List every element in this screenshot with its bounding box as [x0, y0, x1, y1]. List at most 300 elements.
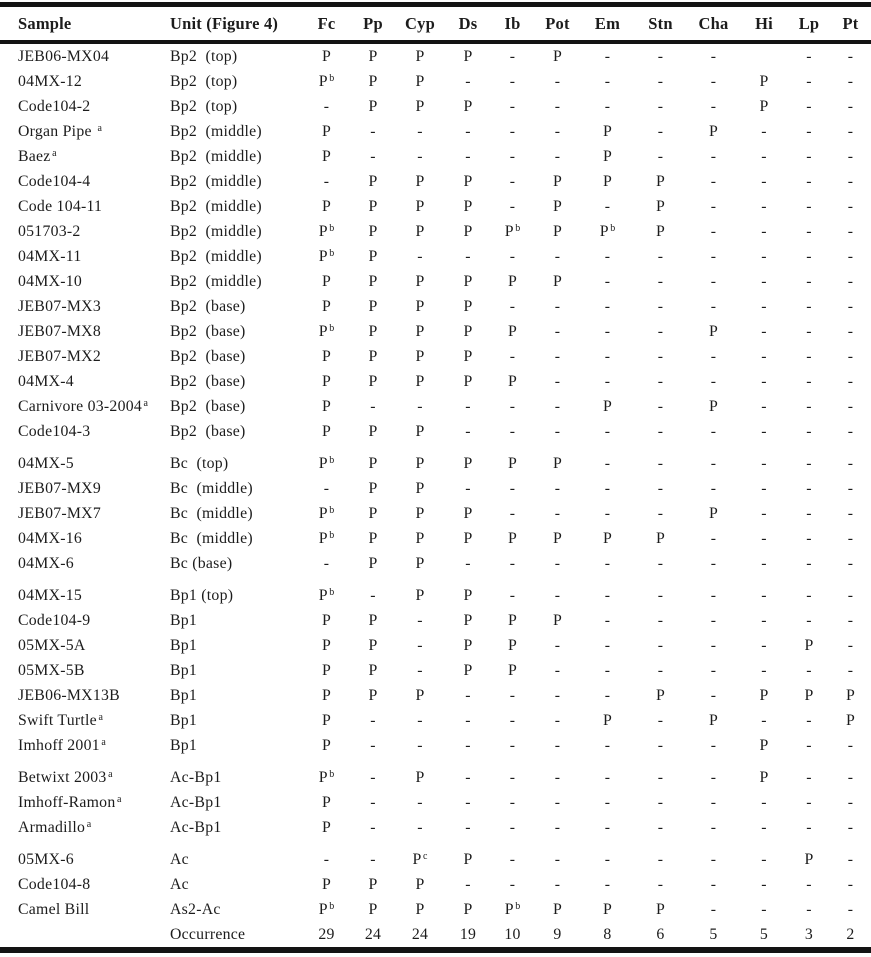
- presence-cell: P $^b$: [318, 504, 335, 522]
- presence-cell: -: [806, 479, 812, 497]
- presence-cell: P: [463, 297, 473, 315]
- column-header-fc: Fc: [302, 5, 351, 43]
- footnote-marker: b: [329, 504, 335, 516]
- presence-cell: P: [708, 322, 719, 340]
- presence-cell: P: [602, 172, 613, 190]
- table-row: [0, 444, 871, 476]
- column-header-pt: Pt: [830, 5, 871, 43]
- presence-cell: P: [415, 768, 425, 786]
- unit-cell: Bp2 (top): [170, 72, 238, 90]
- presence-cell: P $^b$: [318, 768, 335, 786]
- presence-cell: -: [554, 122, 561, 140]
- presence-cell: -: [604, 586, 611, 604]
- footnote-marker: a: [101, 736, 106, 748]
- presence-cell: -: [710, 479, 717, 497]
- presence-cell: -: [604, 768, 611, 786]
- presence-cell: -: [710, 850, 717, 868]
- presence-cell: -: [554, 850, 561, 868]
- presence-cell: -: [806, 711, 812, 729]
- presence-cell: -: [847, 247, 854, 265]
- occurrence-table: [0, 2, 871, 953]
- presence-cell: P: [804, 636, 814, 654]
- occurrence-row: [0, 922, 871, 950]
- footnote-marker: b: [329, 900, 335, 912]
- table-row: [0, 394, 871, 419]
- presence-cell: -: [509, 554, 516, 572]
- presence-cell: -: [657, 479, 664, 497]
- presence-cell: P: [321, 372, 332, 390]
- table-row: [0, 683, 871, 708]
- presence-cell: -: [604, 347, 611, 365]
- presence-cell: P $^b$: [318, 72, 335, 90]
- presence-cell: -: [604, 611, 611, 629]
- presence-cell: -: [554, 504, 561, 522]
- unit-cell: Ac-Bp1: [170, 818, 222, 836]
- header-row: [0, 5, 871, 43]
- presence-cell: -: [657, 147, 664, 165]
- unit-cell: Ac-Bp1: [170, 768, 222, 786]
- presence-cell: P: [415, 422, 425, 440]
- presence-cell: P: [463, 172, 473, 190]
- presence-cell: -: [465, 793, 471, 811]
- footnote-marker: a: [108, 768, 113, 780]
- presence-cell: -: [417, 711, 423, 729]
- column-header-unit: Unit (Figure 4): [152, 5, 302, 43]
- presence-cell: P: [368, 47, 378, 65]
- presence-cell: -: [657, 397, 664, 415]
- presence-cell: P: [415, 97, 425, 115]
- presence-cell: P $^c$: [412, 850, 428, 868]
- presence-cell: P: [321, 818, 332, 836]
- presence-cell: -: [806, 818, 812, 836]
- column-header-lp: Lp: [788, 5, 830, 43]
- footnote-marker: b: [515, 222, 521, 234]
- presence-cell: P: [463, 222, 473, 240]
- presence-cell: P: [655, 900, 666, 918]
- table-row: [0, 576, 871, 608]
- unit-cell: Bp2 (base): [170, 347, 246, 365]
- unit-cell: Bp2 (base): [170, 397, 246, 415]
- presence-cell: -: [554, 636, 561, 654]
- presence-cell: P: [415, 372, 425, 390]
- presence-cell: -: [657, 297, 664, 315]
- presence-cell: [740, 42, 788, 69]
- sample-cell: JEB07-MX2: [18, 347, 101, 365]
- presence-cell: -: [806, 397, 812, 415]
- presence-cell: -: [604, 197, 611, 215]
- presence-cell: -: [509, 850, 516, 868]
- presence-cell: -: [761, 636, 767, 654]
- presence-cell: -: [847, 454, 854, 472]
- presence-cell: P: [552, 222, 563, 240]
- table-row: [0, 840, 871, 872]
- presence-cell: P: [655, 686, 666, 704]
- presence-cell: P: [368, 636, 378, 654]
- table-row: [0, 169, 871, 194]
- presence-cell: -: [604, 272, 611, 290]
- table-row: [0, 476, 871, 501]
- presence-cell: P: [368, 297, 378, 315]
- presence-cell: -: [847, 197, 854, 215]
- presence-cell: -: [761, 247, 767, 265]
- presence-cell: -: [710, 147, 717, 165]
- column-header-ds: Ds: [445, 5, 491, 43]
- unit-cell: Bp2 (base): [170, 372, 246, 390]
- presence-cell: -: [847, 297, 854, 315]
- presence-cell: -: [710, 72, 717, 90]
- sample-cell: Imhoff-Ramon $^a$: [18, 793, 122, 811]
- presence-cell: -: [417, 397, 423, 415]
- presence-cell: -: [761, 347, 767, 365]
- presence-cell: -: [847, 850, 854, 868]
- presence-cell: P: [463, 322, 473, 340]
- presence-cell: -: [761, 322, 767, 340]
- presence-cell: -: [847, 147, 854, 165]
- presence-cell: -: [761, 197, 767, 215]
- presence-cell: -: [465, 422, 471, 440]
- presence-cell: -: [761, 504, 767, 522]
- occurrence-label: Occurrence: [170, 925, 246, 943]
- footnote-marker: b: [515, 900, 521, 912]
- presence-cell: -: [847, 611, 854, 629]
- occurrence-value: 8: [603, 925, 612, 943]
- presence-cell: -: [465, 768, 471, 786]
- presence-cell: -: [710, 197, 717, 215]
- presence-cell: P: [368, 454, 378, 472]
- occurrence-value: 19: [459, 925, 477, 943]
- sample-cell: [0, 922, 152, 950]
- presence-cell: P: [415, 322, 425, 340]
- presence-cell: P: [321, 875, 332, 893]
- footnote-marker: a: [143, 397, 148, 409]
- unit-cell: Bp2 (middle): [170, 222, 262, 240]
- presence-cell: -: [806, 297, 812, 315]
- presence-cell: P: [368, 72, 378, 90]
- sample-cell: 04MX-6: [18, 554, 74, 572]
- presence-cell: -: [554, 372, 561, 390]
- presence-cell: -: [509, 504, 516, 522]
- presence-cell: -: [657, 818, 664, 836]
- sample-cell: Code 104-11: [18, 197, 103, 215]
- column-header-cyp: Cyp: [395, 5, 445, 43]
- presence-cell: P: [321, 272, 332, 290]
- presence-cell: -: [847, 222, 854, 240]
- presence-cell: -: [657, 272, 664, 290]
- presence-cell: P: [463, 850, 473, 868]
- presence-cell: -: [465, 479, 471, 497]
- presence-cell: P: [507, 661, 518, 679]
- presence-cell: -: [604, 479, 611, 497]
- presence-cell: P: [655, 172, 666, 190]
- presence-cell: -: [847, 554, 854, 572]
- presence-cell: P: [552, 611, 563, 629]
- presence-cell: -: [806, 322, 812, 340]
- unit-cell: Bc (base): [170, 554, 233, 572]
- presence-cell: -: [761, 454, 767, 472]
- presence-cell: -: [806, 272, 812, 290]
- presence-cell: P: [368, 422, 378, 440]
- presence-cell: P: [552, 197, 563, 215]
- presence-cell: -: [604, 793, 611, 811]
- sample-cell: Swift Turtle $^a$: [18, 711, 103, 729]
- presence-cell: P: [415, 197, 425, 215]
- sample-cell: Code104-8: [18, 875, 91, 893]
- sample-cell: Imhoff 2001 $^a$: [18, 736, 106, 754]
- presence-cell: -: [847, 422, 854, 440]
- unit-cell: Bp1: [170, 686, 198, 704]
- presence-cell: P: [415, 875, 425, 893]
- presence-cell: P: [463, 504, 473, 522]
- presence-cell: -: [806, 197, 812, 215]
- presence-cell: -: [710, 768, 717, 786]
- occurrence-value: 5: [709, 925, 718, 943]
- presence-cell: -: [323, 97, 330, 115]
- presence-cell: -: [657, 454, 664, 472]
- presence-cell: -: [417, 736, 423, 754]
- presence-cell: -: [604, 247, 611, 265]
- presence-cell: P: [321, 147, 332, 165]
- presence-cell: P: [845, 686, 856, 704]
- presence-cell: P: [463, 272, 473, 290]
- presence-cell: -: [710, 875, 717, 893]
- presence-cell: -: [761, 900, 767, 918]
- presence-cell: P: [759, 97, 769, 115]
- sample-cell: 05MX-5A: [18, 636, 86, 654]
- presence-cell: P: [463, 372, 473, 390]
- presence-cell: P $^b$: [599, 222, 616, 240]
- presence-cell: -: [657, 122, 664, 140]
- presence-cell: P: [415, 47, 425, 65]
- presence-cell: -: [509, 47, 516, 65]
- presence-cell: P: [507, 272, 518, 290]
- presence-cell: P: [759, 736, 769, 754]
- presence-cell: P: [463, 347, 473, 365]
- presence-cell: P $^b$: [318, 322, 335, 340]
- presence-cell: -: [806, 47, 812, 65]
- presence-cell: -: [554, 147, 561, 165]
- presence-cell: -: [554, 322, 561, 340]
- presence-cell: -: [710, 454, 717, 472]
- presence-cell: -: [554, 793, 561, 811]
- presence-cell: -: [806, 504, 812, 522]
- unit-cell: Bp2 (middle): [170, 247, 262, 265]
- presence-cell: -: [370, 711, 376, 729]
- table-row: [0, 369, 871, 394]
- presence-cell: -: [847, 768, 854, 786]
- presence-cell: -: [847, 97, 854, 115]
- table-row: [0, 244, 871, 269]
- presence-cell: -: [847, 818, 854, 836]
- presence-cell: -: [657, 636, 664, 654]
- unit-cell: Bp2 (top): [170, 97, 238, 115]
- presence-cell: P: [321, 611, 332, 629]
- presence-cell: -: [417, 147, 423, 165]
- sample-cell: 04MX-4: [18, 372, 74, 390]
- footnote-marker: b: [329, 222, 335, 234]
- presence-cell: -: [657, 586, 664, 604]
- presence-cell: -: [604, 72, 611, 90]
- presence-cell: -: [806, 736, 812, 754]
- presence-cell: -: [761, 297, 767, 315]
- presence-cell: -: [554, 586, 561, 604]
- presence-cell: -: [710, 422, 717, 440]
- unit-cell: Bp2 (middle): [170, 197, 262, 215]
- footnote-marker: a: [52, 147, 57, 159]
- footnote-marker: b: [329, 247, 335, 259]
- presence-cell: P: [463, 900, 473, 918]
- presence-cell: -: [847, 172, 854, 190]
- presence-cell: -: [604, 372, 611, 390]
- presence-cell: -: [761, 875, 767, 893]
- presence-cell: -: [806, 586, 812, 604]
- presence-cell: P: [368, 247, 378, 265]
- footnote-marker: b: [329, 529, 335, 541]
- presence-cell: P: [415, 297, 425, 315]
- presence-cell: -: [761, 122, 767, 140]
- presence-cell: -: [465, 711, 471, 729]
- presence-cell: -: [710, 172, 717, 190]
- presence-cell: -: [604, 850, 611, 868]
- presence-cell: -: [806, 768, 812, 786]
- unit-cell: Bp2 (base): [170, 322, 246, 340]
- presence-cell: -: [417, 611, 423, 629]
- presence-cell: -: [554, 554, 561, 572]
- presence-cell: -: [509, 297, 516, 315]
- presence-cell: -: [761, 422, 767, 440]
- presence-cell: -: [806, 422, 812, 440]
- table-body: [0, 42, 871, 950]
- unit-cell: Bc (middle): [170, 479, 253, 497]
- presence-cell: -: [847, 529, 854, 547]
- presence-cell: P: [655, 197, 666, 215]
- presence-cell: -: [761, 793, 767, 811]
- presence-cell: -: [847, 272, 854, 290]
- presence-cell: P $^b$: [318, 247, 335, 265]
- footnote-marker: a: [86, 818, 92, 830]
- presence-cell: P: [368, 529, 378, 547]
- presence-cell: -: [657, 711, 664, 729]
- unit-cell: Ac: [170, 850, 189, 868]
- presence-cell: -: [657, 736, 664, 754]
- occurrence-value: 9: [553, 925, 562, 943]
- presence-cell: P: [321, 122, 332, 140]
- unit-cell: Bp1: [170, 736, 198, 754]
- presence-cell: P: [463, 47, 473, 65]
- presence-cell: P $^b$: [318, 222, 335, 240]
- table-row: [0, 790, 871, 815]
- unit-cell: Bp1 (top): [170, 586, 234, 604]
- presence-cell: -: [509, 422, 516, 440]
- sample-cell: JEB07-MX3: [18, 297, 101, 315]
- column-header-ib: Ib: [491, 5, 534, 43]
- presence-cell: P: [368, 197, 378, 215]
- presence-cell: -: [847, 586, 854, 604]
- presence-cell: -: [657, 247, 664, 265]
- presence-cell: P: [804, 850, 814, 868]
- column-header-pp: Pp: [351, 5, 395, 43]
- sample-cell: Code104-3: [18, 422, 91, 440]
- presence-cell: -: [323, 172, 330, 190]
- column-header-em: Em: [581, 5, 634, 43]
- presence-cell: P: [321, 297, 332, 315]
- presence-cell: P: [368, 611, 378, 629]
- presence-cell: -: [847, 636, 854, 654]
- presence-cell: -: [806, 529, 812, 547]
- presence-cell: P: [552, 272, 563, 290]
- presence-cell: P $^b$: [504, 900, 521, 918]
- footnote-marker: a: [116, 793, 122, 805]
- occurrence-value: 29: [318, 925, 335, 943]
- presence-cell: -: [554, 347, 561, 365]
- presence-cell: -: [604, 454, 611, 472]
- presence-cell: P: [552, 172, 563, 190]
- presence-cell: P: [602, 711, 613, 729]
- presence-cell: -: [370, 122, 376, 140]
- presence-cell: -: [417, 661, 423, 679]
- presence-cell: -: [465, 818, 471, 836]
- presence-cell: P $^b$: [318, 529, 335, 547]
- presence-cell: -: [417, 818, 423, 836]
- table-row: [0, 219, 871, 244]
- presence-cell: P: [507, 636, 518, 654]
- presence-cell: P $^b$: [504, 222, 521, 240]
- presence-cell: P $^b$: [318, 586, 335, 604]
- unit-cell: Bp1: [170, 636, 198, 654]
- unit-cell: Bp1: [170, 661, 198, 679]
- presence-cell: -: [710, 611, 717, 629]
- presence-cell: P: [368, 875, 378, 893]
- column-header-sample: Sample: [0, 5, 152, 43]
- table-row: [0, 69, 871, 94]
- presence-cell: P: [368, 900, 378, 918]
- sample-cell: 051703-2: [18, 222, 81, 240]
- presence-cell: -: [657, 850, 664, 868]
- presence-cell: P: [463, 611, 473, 629]
- presence-cell: P: [507, 454, 518, 472]
- presence-cell: P: [368, 222, 378, 240]
- presence-cell: P: [552, 47, 563, 65]
- presence-cell: -: [370, 586, 376, 604]
- presence-cell: -: [509, 686, 516, 704]
- presence-cell: P: [415, 529, 425, 547]
- presence-cell: -: [806, 122, 812, 140]
- presence-cell: -: [847, 661, 854, 679]
- occurrence-value: 5: [759, 925, 769, 943]
- presence-cell: P: [759, 768, 769, 786]
- unit-cell: Bp1: [170, 611, 198, 629]
- presence-cell: -: [806, 147, 812, 165]
- presence-cell: P: [552, 454, 563, 472]
- presence-cell: P: [602, 147, 613, 165]
- presence-cell: -: [847, 504, 854, 522]
- occurrence-value: 10: [504, 925, 521, 943]
- footnote-marker: b: [329, 768, 335, 780]
- presence-cell: P: [415, 172, 425, 190]
- presence-cell: -: [710, 736, 717, 754]
- presence-cell: -: [657, 322, 664, 340]
- unit-cell: As2-Ac: [170, 900, 221, 918]
- presence-cell: -: [806, 372, 812, 390]
- presence-cell: -: [604, 818, 611, 836]
- presence-cell: -: [509, 818, 516, 836]
- presence-cell: -: [370, 736, 376, 754]
- presence-cell: P: [321, 793, 332, 811]
- presence-cell: -: [554, 297, 561, 315]
- table-row: [0, 501, 871, 526]
- presence-cell: -: [806, 97, 812, 115]
- unit-cell: Bp1: [170, 711, 198, 729]
- sample-cell: 04MX-5: [18, 454, 74, 472]
